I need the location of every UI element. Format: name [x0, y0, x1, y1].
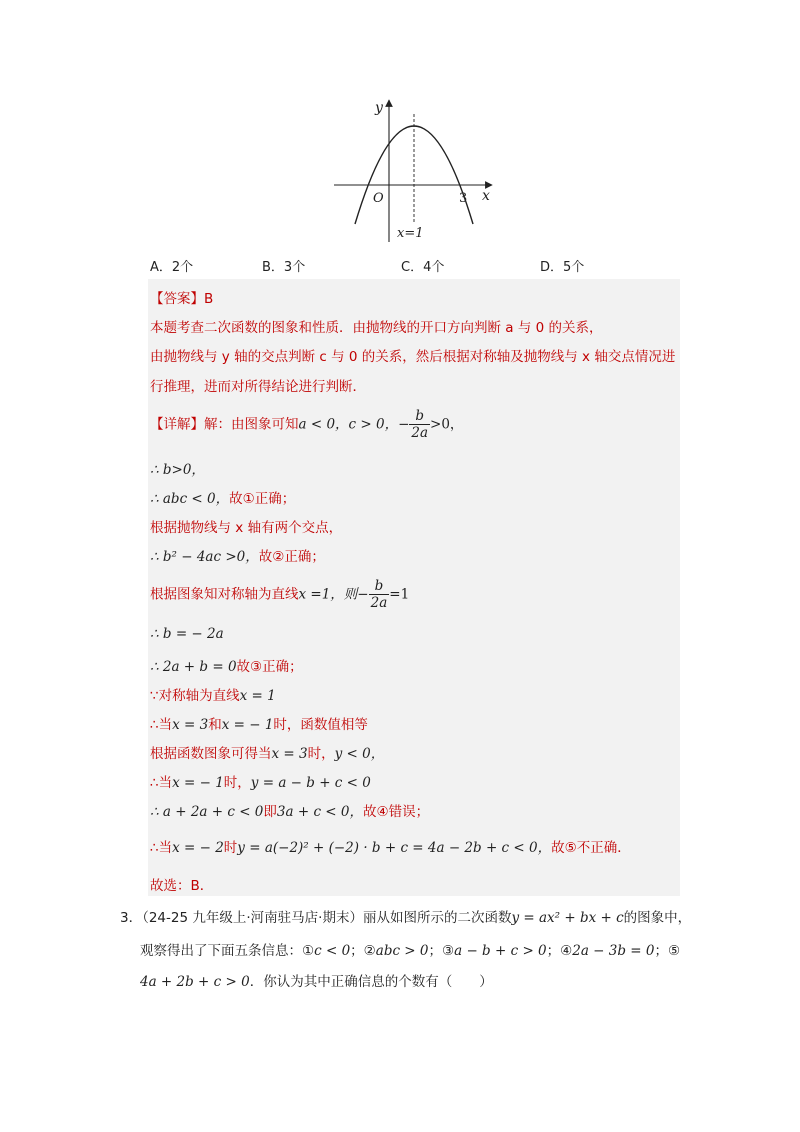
step-13-c: 时 — [223, 840, 238, 856]
detail-line — [150, 408, 463, 441]
question-3-l1a: （24-25 九年级上·河南驻马店·期末）丽从如图所示的二次函数 — [142, 910, 512, 926]
step-13-a: ∴当 — [150, 840, 173, 856]
step-7-math: ∴ 2a + b = 0 — [150, 659, 237, 675]
parabola-graph — [328, 96, 498, 246]
choice-a[interactable]: A．2个 — [150, 260, 194, 275]
step-9-d: x = − 1 — [221, 717, 274, 733]
analysis-line-1: 本题考查二次函数的图象和性质．由抛物线的开口方向判断 a 与 0 的关系， — [150, 320, 603, 336]
y-axis-label: y — [375, 100, 383, 116]
step-6: ∴ b = − 2a — [150, 626, 224, 642]
step-8-math: x = 1 — [239, 688, 276, 704]
step-5-tail: =1 — [389, 586, 410, 603]
detail-tail: >0， — [430, 416, 464, 433]
step-10-c: 时， — [307, 746, 335, 762]
step-9 — [150, 713, 368, 733]
detail-tag: 【详解】 — [150, 416, 204, 433]
question-3-l2e: ；③ — [428, 943, 455, 959]
question-3-l2b: c < 0 — [314, 943, 351, 959]
step-5 — [150, 578, 409, 611]
question-3-number: 3． — [120, 910, 143, 926]
choice-d[interactable]: D．5个 — [540, 260, 585, 275]
step-5-frac-den: 2a — [370, 595, 388, 611]
step-1: ∴ b>0， — [150, 462, 205, 478]
symmetry-axis-label: x=1 — [397, 226, 424, 241]
analysis-line-2: 由抛物线与 y 轴的交点判断 c 与 0 的关系，然后根据对称轴及抛物线与 x 轴交点情况进 — [150, 349, 676, 365]
step-8 — [150, 684, 276, 704]
step-9-b: x = 3 — [172, 717, 209, 733]
step-2 — [150, 487, 295, 507]
answer-tag: 【答案】 — [150, 291, 204, 307]
detail-condition: a < 0，c > 0，− — [298, 416, 410, 433]
step-4-text: 故②正确； — [258, 549, 325, 565]
step-12-a: ∴ a + 2a + c < 0 — [150, 804, 264, 820]
question-3-l3a: 4a + 2b + c > 0 — [140, 974, 250, 990]
detail-frac-den: 2a — [411, 425, 429, 441]
step-12 — [150, 800, 429, 820]
question-3-l2c: ；② — [350, 943, 376, 959]
choice-b[interactable]: B．3个 — [262, 260, 306, 275]
step-11-d: y = a − b + c < 0 — [250, 775, 371, 791]
choice-c[interactable]: C．4个 — [401, 260, 445, 275]
step-4 — [150, 545, 325, 565]
question-3-l2h: 2a − 3b = 0 — [572, 943, 655, 959]
step-11-b: x = − 1 — [172, 775, 224, 791]
step-13-e: 故⑤不正确． — [551, 840, 631, 856]
question-3-l1b: y = ax² + bx + c — [511, 910, 624, 926]
step-5-frac-num: b — [369, 578, 390, 595]
step-13-d: y = a(−2)² + (−2) · b + c = 4a − 2b + c < 0， — [237, 840, 552, 856]
step-7-text: 故③正确； — [236, 659, 303, 675]
question-3-l2a: 观察得出了下面五条信息：① — [140, 943, 315, 959]
analysis-line-3: 行推理，进而对所得结论进行判断． — [150, 379, 366, 395]
conclusion: 故选：B． — [150, 878, 214, 894]
answer-value: B — [204, 291, 214, 307]
question-3-l2i: ；⑤ — [654, 943, 681, 959]
step-3: 根据抛物线与 x 轴有两个交点， — [150, 520, 343, 536]
step-11-c: 时， — [223, 775, 251, 791]
step-12-d: 故④错误； — [362, 804, 430, 820]
step-11-a: ∴当 — [150, 775, 173, 791]
step-9-e: 时，函数值相等 — [273, 717, 368, 733]
question-3-l1c: 的图象中， — [623, 910, 692, 926]
step-12-c: 3a + c < 0， — [276, 804, 363, 820]
step-2-math: ∴ abc < 0， — [150, 491, 230, 507]
step-8-text: ∵对称轴为直线 — [150, 688, 240, 704]
question-3-line-2 — [140, 939, 680, 959]
detail-fraction — [409, 408, 430, 441]
origin-label: O — [373, 191, 384, 206]
step-5-text: 根据图象知对称轴为直线 — [150, 586, 299, 603]
step-10-d: y < 0， — [334, 746, 385, 762]
x-axis-label: x — [482, 188, 490, 204]
step-2-text: 故①正确； — [229, 491, 296, 507]
step-13-b: x = − 2 — [172, 840, 224, 856]
question-3-line-3 — [140, 970, 493, 990]
step-9-c: 和 — [208, 717, 222, 733]
step-5-math: x =1，则− — [298, 586, 369, 603]
step-10-b: x = 3 — [271, 746, 308, 762]
step-10-a: 根据函数图象可得当 — [150, 746, 272, 762]
question-3-l2f: a − b + c > 0 — [454, 943, 547, 959]
step-9-a: ∴当 — [150, 717, 173, 733]
question-3-l2d: abc > 0 — [375, 943, 429, 959]
step-10 — [150, 742, 384, 762]
question-3-line-1 — [120, 906, 691, 926]
root-label: 3 — [459, 191, 468, 206]
step-13 — [150, 836, 631, 856]
detail-intro: 解：由图象可知 — [204, 416, 299, 433]
question-3-l3b: ．你认为其中正确信息的个数有（ ） — [249, 974, 493, 990]
answer-choices — [0, 256, 800, 278]
step-4-math: ∴ b² − 4ac >0， — [150, 549, 259, 565]
answer-line — [150, 287, 213, 307]
question-3-l2g: ；④ — [546, 943, 573, 959]
step-7 — [150, 655, 303, 675]
step-11 — [150, 771, 371, 791]
step-5-fraction — [369, 578, 390, 611]
detail-frac-num: b — [409, 408, 430, 425]
step-12-b: 即 — [263, 804, 277, 820]
